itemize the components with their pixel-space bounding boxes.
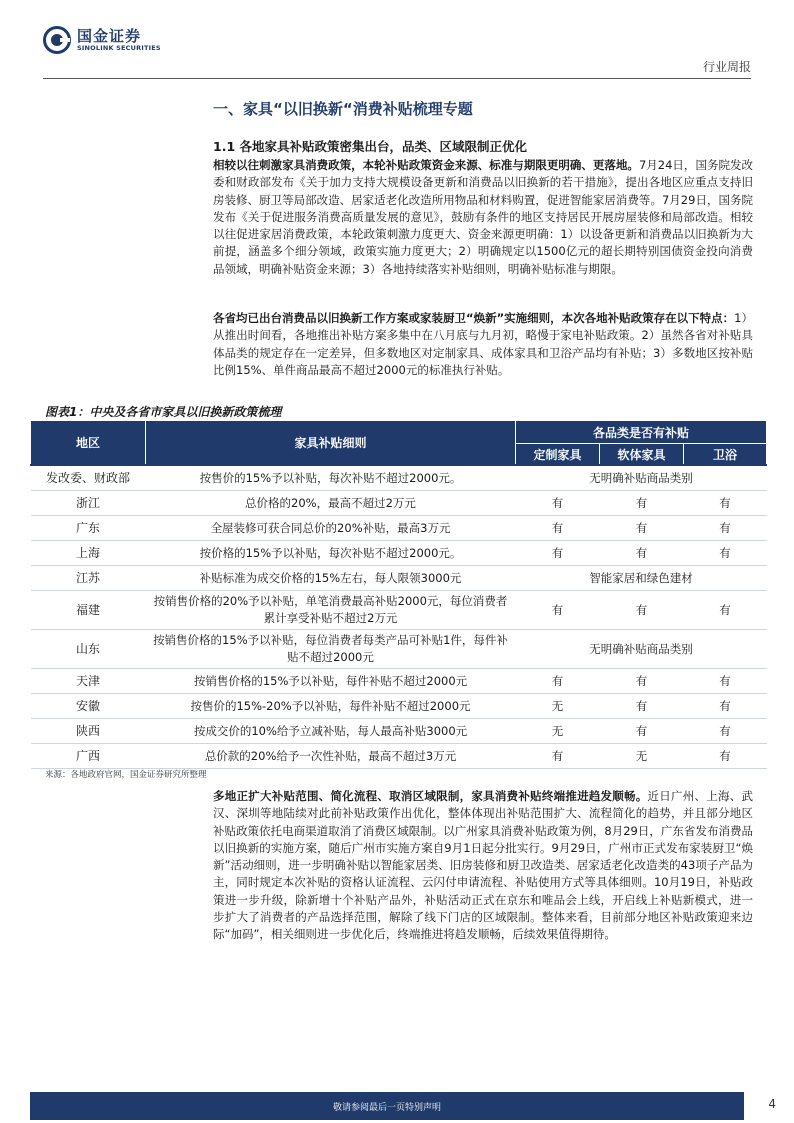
- cell-custom-furniture: 有: [516, 516, 600, 541]
- header-detail: 家具补贴细则: [146, 421, 516, 466]
- cell-region: 福建: [31, 591, 146, 630]
- cell-soft-furniture: 有: [600, 491, 684, 516]
- cell-detail: 总价格的20%，最高不超过2万元: [146, 491, 516, 516]
- table-row: [31, 694, 767, 719]
- cell-category-merged: 智能家居和绿色建材: [516, 566, 767, 591]
- paragraph-lead: 多地正扩大补贴范围、简化流程、取消区域限制，家具消费补贴终端推进趋发顺畅。: [213, 789, 648, 803]
- logo-chinese-name: 国金证券: [77, 26, 142, 45]
- header-region: 地区: [31, 421, 146, 466]
- cell-category-merged: 无明确补贴商品类别: [516, 630, 767, 669]
- page-header: [0, 0, 794, 80]
- cell-soft-furniture: 无: [600, 744, 684, 769]
- cell-detail: 按销售价格的15%予以补贴，每件补贴不超过2000元: [146, 669, 516, 694]
- cell-region: 陕西: [31, 719, 146, 744]
- cell-detail: 补贴标准为成交价格的15%左右，每人限领3000元: [146, 566, 516, 591]
- cell-detail: 按售价的15%予以补贴，每次补贴不超过2000元。: [146, 465, 516, 491]
- table-row: [31, 719, 767, 744]
- cell-detail: 全屋装修可获合同总价的20%补贴，最高3万元: [146, 516, 516, 541]
- cell-region: 江苏: [31, 566, 146, 591]
- cell-detail: 按销售价格的20%予以补贴，单笔消费最高补贴2000元，每位消费者累计享受补贴不超过2万元: [146, 591, 516, 630]
- figure-title: 图表1：中央及各省市家具以旧换新政策梳理: [45, 405, 282, 419]
- footer-disclaimer: 敬请参阅最后一页特别声明: [332, 1103, 441, 1113]
- page-footer: [30, 1092, 744, 1120]
- table-row: [31, 491, 767, 516]
- table-row: [31, 516, 767, 541]
- table-row: [31, 541, 767, 566]
- cell-sanitary: 有: [684, 719, 767, 744]
- cell-soft-furniture: 有: [600, 541, 684, 566]
- subsidy-table-container: [30, 420, 766, 769]
- company-logo: [43, 26, 161, 54]
- table-row: [31, 591, 767, 630]
- cell-soft-furniture: 有: [600, 591, 684, 630]
- cell-region: 天津: [31, 669, 146, 694]
- header-category-group: 各品类是否有补贴: [516, 421, 767, 444]
- paragraph-body: 7月24日，国务院发改委和财政部发布《关于加力支持大规模设备更新和消费品以旧换新的若干措施》，提出各地区应重点支持旧房装修、厨卫等局部改造、居家适老化改造所用物品和材料购置，促进智能家居消费等。7月29日，国务院发布《关于促进服务消费高质量发展的意见》，鼓励有条件的地区支持居民开展房屋装修和局部改造。相较以往促进家居消费政策，本轮政策刺激力度更大、资金来源更明确：1）以设备更新和消费品以旧换新为大前提，涵盖多个细分领域，政策实施力度更大；2）明确规定以1500亿元的超长期特别国债资金投向消费品领域，明确补贴资金来源；3）各地持续落实补贴细则，明确补贴标准与期限。: [213, 158, 753, 276]
- cell-region: 安徽: [31, 694, 146, 719]
- paragraph-optimization: [213, 788, 753, 944]
- cell-custom-furniture: 有: [516, 744, 600, 769]
- cell-sanitary: 有: [684, 491, 767, 516]
- cell-custom-furniture: 有: [516, 669, 600, 694]
- cell-custom-furniture: 有: [516, 541, 600, 566]
- cell-region: 发改委、财政部: [31, 465, 146, 491]
- cell-region: 上海: [31, 541, 146, 566]
- paragraph-policy-overview: [213, 157, 753, 278]
- cell-soft-furniture: 有: [600, 516, 684, 541]
- subsidy-table: [30, 420, 767, 769]
- report-type-label: 行业周报: [702, 60, 751, 74]
- cell-detail: 按售价的15%-20%予以补贴，每件补贴不超过2000元: [146, 694, 516, 719]
- cell-region: 广东: [31, 516, 146, 541]
- header-divider: [43, 78, 751, 79]
- paragraph-lead: 相较以往刺激家具消费政策，本轮补贴政策资金来源、标准与期限更明确、更落地。: [213, 158, 639, 172]
- paragraph-body: 1）从推出时间看，各地推出补贴方案多集中在八月底与九月初，略慢于家电补贴政策。2）虽然各省对补贴具体品类的规定存在一定差异，但多数地区对定制家具、成体家具和卫浴产品均有补贴；3）多数地区按补贴比例15%、单件商品最高不超过2000元的标准执行补贴。: [213, 311, 753, 377]
- table-row: [31, 744, 767, 769]
- cell-detail: 总价款的20%给予一次性补贴，最高不超过3万元: [146, 744, 516, 769]
- cell-soft-furniture: 有: [600, 719, 684, 744]
- cell-custom-furniture: 无: [516, 719, 600, 744]
- cell-sanitary: 有: [684, 669, 767, 694]
- header-custom-furniture: 定制家具: [516, 444, 600, 466]
- paragraph-lead: 各省均已出台消费品以旧换新工作方案或家装厨卫“焕新”实施细则，本次各地补贴政策存在以下特点：: [213, 311, 735, 325]
- logo-english-name: SINOLINK SECURITIES: [77, 43, 161, 52]
- cell-custom-furniture: 有: [516, 491, 600, 516]
- cell-custom-furniture: 无: [516, 694, 600, 719]
- table-body: [31, 465, 767, 769]
- cell-soft-furniture: 有: [600, 669, 684, 694]
- table-row: [31, 630, 767, 669]
- cell-detail: 按成交价的10%给予立减补贴，每人最高补贴3000元: [146, 719, 516, 744]
- cell-detail: 按价格的15%予以补贴，每次补贴不超过2000元。: [146, 541, 516, 566]
- cell-sanitary: 有: [684, 591, 767, 630]
- paragraph-body: 近日广州、上海、武汉、深圳等地陆续对此前补贴政策作出优化，整体体现出补贴范围扩大、流程简化的趋势，并且部分地区补贴政策依托电商渠道取消了消费区域限制。以广州家具消费补贴政策为例，8月29日，广东省发布消费品以旧换新的实施方案，随后广州市实施方案自9月1日起分批实行。9月29日，广州市正式发布家装厨卫“焕新”活动细则，进一步明确补贴以智能家居类、旧房装修和厨卫改造类、居家适老化改造类的43项子产品为主，同时规定本次补贴的资格认证流程、云闪付申请流程、补贴使用方式等具体细则。10月19日，补贴政策进一步升级，除新增十个补贴产品外，补贴活动正式在京东和唯品会上线，开启线上补贴新模式，进一步扩大了消费者的产品选择范围，解除了线下门店的区域限制。整体来看，目前部分地区补贴政策迎来边际“加码”，相关细则进一步优化后，终端推进将趋发顺畅，后续效果值得期待。: [213, 789, 754, 942]
- header-soft-furniture: 软体家具: [600, 444, 684, 466]
- page-number: 4: [768, 1097, 776, 1111]
- subsection-title: 1.1 各地家具补贴政策密集出台，品类、区域限制正优化: [213, 139, 527, 154]
- table-row: [31, 465, 767, 491]
- cell-sanitary: 有: [684, 744, 767, 769]
- cell-region: 广西: [31, 744, 146, 769]
- table-row: [31, 669, 767, 694]
- cell-sanitary: 有: [684, 516, 767, 541]
- cell-custom-furniture: 有: [516, 591, 600, 630]
- header-sanitary: 卫浴: [684, 444, 767, 466]
- cell-detail: 按销售价格的15%予以补贴，每位消费者每类产品可补贴1件，每件补贴不超过2000元: [146, 630, 516, 669]
- cell-sanitary: 有: [684, 694, 767, 719]
- cell-soft-furniture: 有: [600, 694, 684, 719]
- table-row: [31, 566, 767, 591]
- table-source: 来源：各地政府官网，国金证券研究所整理: [45, 770, 207, 780]
- cell-category-merged: 无明确补贴商品类别: [516, 465, 767, 491]
- cell-region: 浙江: [31, 491, 146, 516]
- cell-sanitary: 有: [684, 541, 767, 566]
- section-title: 一、家具“以旧换新“消费补贴梳理专题: [213, 100, 473, 118]
- paragraph-provincial-features: [213, 310, 753, 379]
- sinolink-logo-icon: [43, 26, 71, 54]
- cell-region: 山东: [31, 630, 146, 669]
